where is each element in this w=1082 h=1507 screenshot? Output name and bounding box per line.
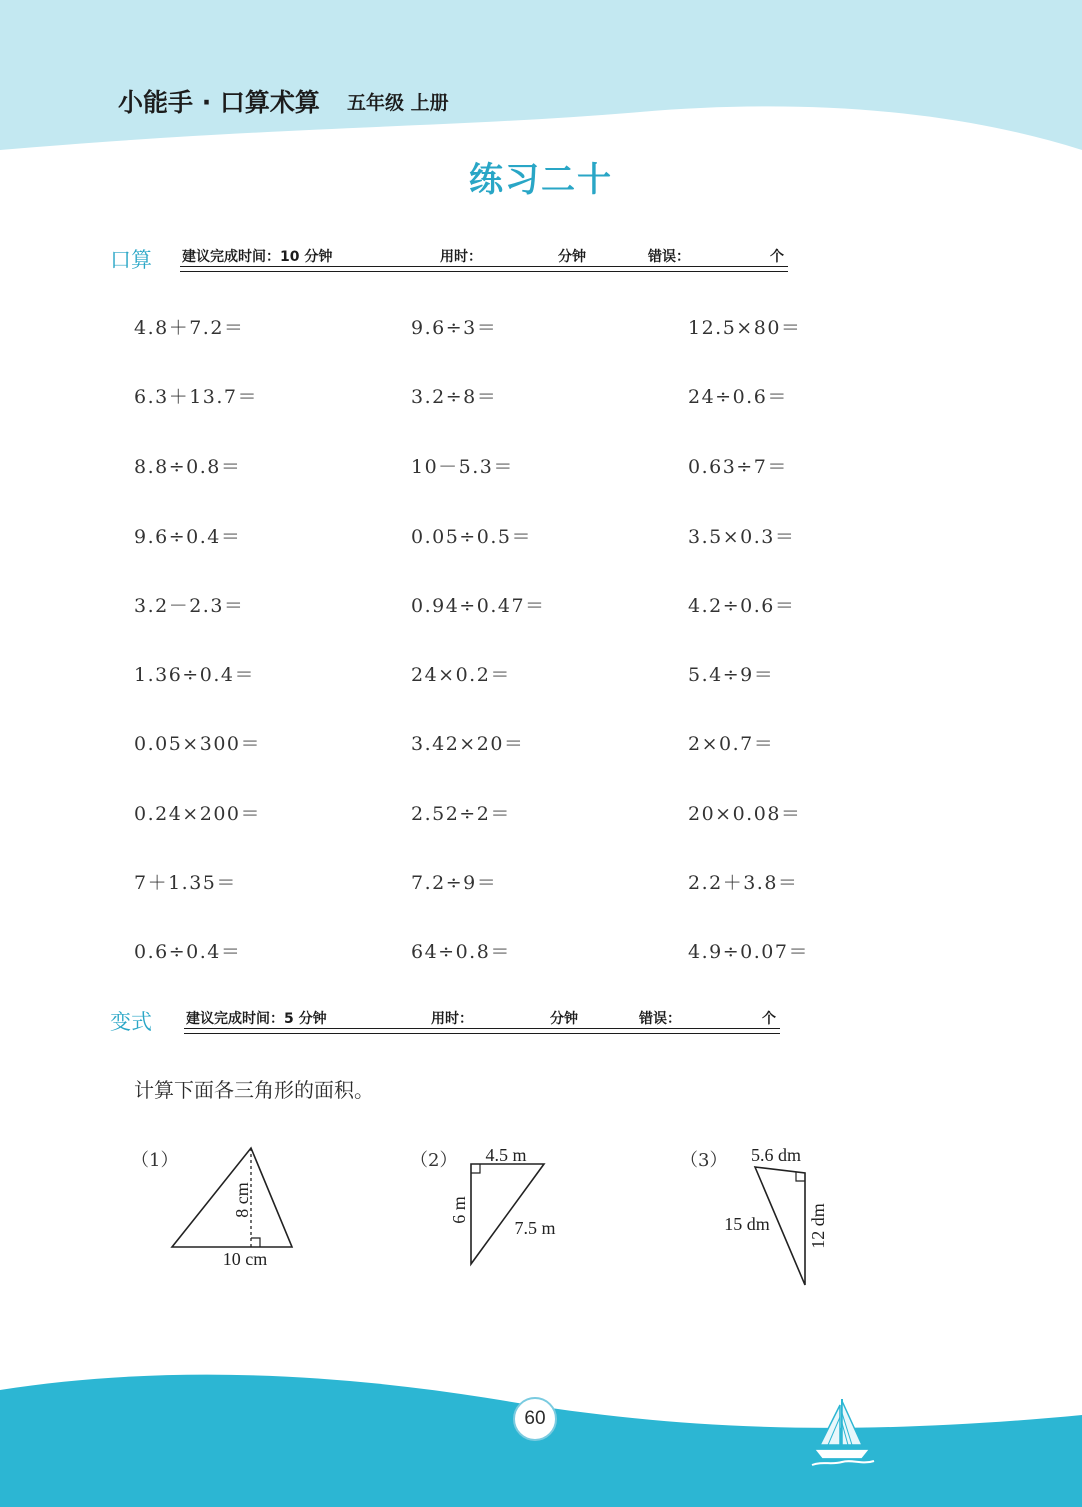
- variant-section-label: 变式: [110, 1010, 152, 1034]
- oral-count-unit: 个: [770, 249, 784, 265]
- figure-2-number: （2）: [410, 1150, 458, 1171]
- figure-1-triangle: [160, 1140, 310, 1275]
- oral-problem: 8.8÷0.8＝: [134, 456, 242, 478]
- variant-count-unit: 个: [762, 1011, 776, 1027]
- variant-errors-label: 错误：: [639, 1011, 681, 1027]
- oral-problem: 10－5.3＝: [411, 456, 514, 478]
- oral-problem: 0.94÷0.47＝: [411, 595, 546, 617]
- figure-3-triangle: [710, 1140, 850, 1290]
- oral-problem: 2.2＋3.8＝: [688, 872, 799, 894]
- oral-section-bar: [110, 244, 790, 274]
- oral-problem: 6.3＋13.7＝: [134, 386, 259, 408]
- oral-time-used-label: 用时：: [440, 249, 482, 265]
- oral-problem: 1.36÷0.4＝: [134, 664, 255, 686]
- oral-section-label: 口算: [110, 248, 152, 272]
- variant-underline-2: [184, 1033, 780, 1034]
- figure-1-base-label: 10 cm: [222, 1249, 268, 1269]
- oral-problem: 64÷0.8＝: [411, 941, 511, 963]
- oral-problem: 0.05÷0.5＝: [411, 526, 532, 548]
- oral-problem: 0.05×300＝: [134, 733, 261, 755]
- variant-section-bar: [110, 1006, 790, 1036]
- oral-problem: 3.2－2.3＝: [134, 595, 245, 617]
- oral-suggest-time: 建议完成时间：10 分钟: [182, 249, 333, 265]
- figure-1-number: （1）: [131, 1150, 179, 1171]
- oral-problem: 4.9÷0.07＝: [688, 941, 809, 963]
- oral-problem: 12.5×80＝: [688, 317, 802, 339]
- oral-problem: 5.4÷9＝: [688, 664, 775, 686]
- variant-minutes-label: 分钟: [550, 1011, 578, 1027]
- variant-instruction: 计算下面各三角形的面积。: [134, 1078, 374, 1102]
- figure-3-right-label: 12 dm: [808, 1203, 828, 1249]
- oral-problem: 4.2÷0.6＝: [688, 595, 796, 617]
- oral-problem: 20×0.08＝: [688, 803, 802, 825]
- sailboat-icon: [808, 1395, 878, 1467]
- oral-problem: 7.2÷9＝: [411, 872, 498, 894]
- oral-problem: 24×0.2＝: [411, 664, 511, 686]
- oral-minutes-label: 分钟: [558, 249, 586, 265]
- book-series-title: 小能手 · 口算术算: [118, 88, 320, 117]
- oral-problem: 24÷0.6＝: [688, 386, 788, 408]
- variant-suggest-time: 建议完成时间：5 分钟: [186, 1011, 327, 1027]
- oral-errors-label: 错误：: [648, 249, 690, 265]
- oral-problem: 0.63÷7＝: [688, 456, 788, 478]
- oral-problem: 3.5×0.3＝: [688, 526, 796, 548]
- oral-problem: 2.52÷2＝: [411, 803, 511, 825]
- variant-underline: [184, 1028, 780, 1029]
- figure-2-hyp-label: 7.5 m: [514, 1218, 556, 1238]
- oral-problem: 2×0.7＝: [688, 733, 775, 755]
- variant-time-used-label: 用时：: [431, 1011, 473, 1027]
- oral-problem: 0.6÷0.4＝: [134, 941, 242, 963]
- figure-3-top-label: 5.6 dm: [750, 1145, 802, 1165]
- oral-problem: 9.6÷3＝: [411, 317, 498, 339]
- figure-3-left-label: 15 dm: [724, 1214, 770, 1234]
- top-wave: [0, 0, 1082, 150]
- oral-problem: 0.24×200＝: [134, 803, 261, 825]
- oral-problem: 7＋1.35＝: [134, 872, 237, 894]
- oral-problem: 3.2÷8＝: [411, 386, 498, 408]
- oral-problem: 3.42×20＝: [411, 733, 525, 755]
- oral-underline: [180, 266, 788, 267]
- grade-label: 五年级 上册: [347, 92, 449, 114]
- figure-3-number: （3）: [680, 1150, 728, 1171]
- page-title: 练习二十: [469, 160, 613, 200]
- page-number: 60: [513, 1397, 557, 1441]
- oral-problem: 9.6÷0.4＝: [134, 526, 242, 548]
- figure-2-left-label: 6 m: [449, 1196, 469, 1224]
- figure-1-height-label: 8 cm: [232, 1182, 252, 1218]
- oral-underline-2: [180, 271, 788, 272]
- oral-problem: 4.8＋7.2＝: [134, 317, 245, 339]
- bottom-wave: [0, 1375, 1082, 1507]
- figure-2-top-label: 4.5 m: [485, 1145, 527, 1165]
- figure-2-triangle: [440, 1140, 580, 1275]
